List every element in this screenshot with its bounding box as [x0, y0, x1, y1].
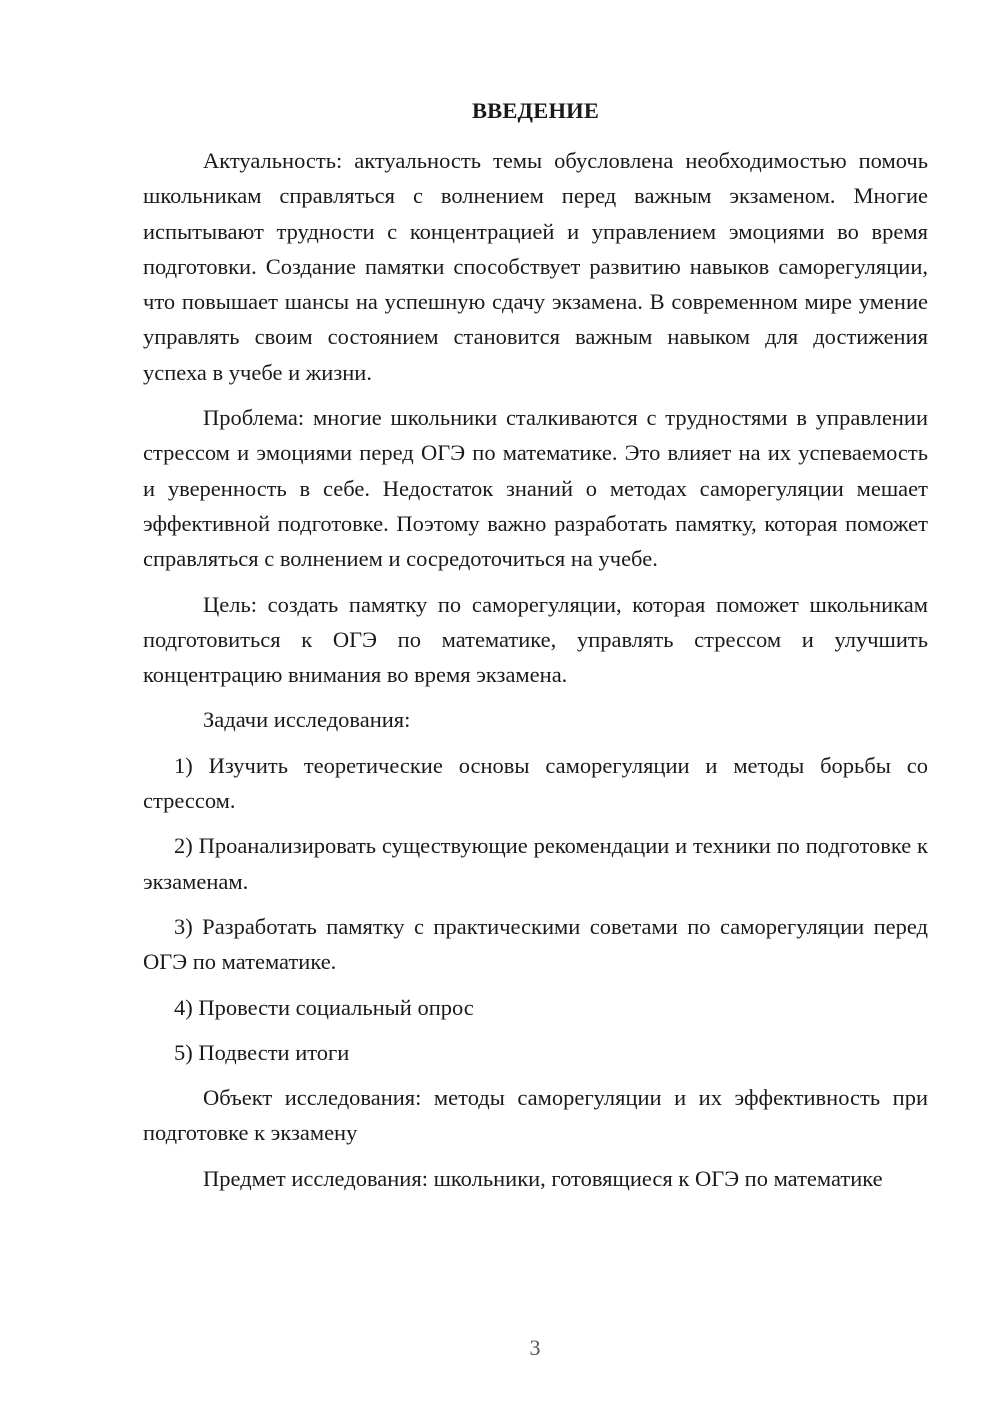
subject-paragraph: Предмет исследования: школьники, готовящиеся к ОГЭ по математике — [203, 1165, 883, 1191]
task-item-3: 3) Разработать памятку с практическими советами по саморегуляции перед ОГЭ по математике. — [143, 913, 928, 975]
page-content — [143, 91, 928, 1206]
task-item-5: 5) Подвести итоги — [174, 1039, 350, 1065]
tasks-heading: Задачи исследования: — [203, 707, 411, 733]
task-item-4: 4) Провести социальный опрос — [174, 994, 474, 1020]
object-paragraph: Объект исследования: методы саморегуляции и их эффективность при подготовке к экзамену — [143, 1085, 928, 1146]
task-item-2: 2) Проанализировать существующие рекомендации и техники по подготовке к экзаменам. — [143, 833, 928, 894]
task-item-1: 1) Изучить теоретические основы саморегуляции и методы борьбы со стрессом. — [143, 752, 928, 814]
relevance-paragraph: Актуальность: актуальность темы обусловлена необходимостью помочь школьникам справляться с волнением перед важным экзаменом. Многие испытывают трудности с концентрацией и управлением эмоциями во время подготовки. Создание памятки способствует развитию навыков саморегуляции, что повышает шансы на успешную сдачу экзамена. В современном мире умение управлять своим состоянием становится важным навыком для достижения успеха в учебе и жизни. — [143, 148, 928, 385]
page-number: 3 — [529, 1335, 541, 1360]
goal-paragraph: Цель: создать памятку по саморегуляции, которая поможет школьникам подготовиться к ОГЭ по математике, управлять стрессом и улучшить концентрацию внимания во время экзамена. — [143, 591, 928, 688]
problem-paragraph: Проблема: многие школьники сталкиваются с трудностями в управлении стрессом и эмоциями перед ОГЭ по математике. Это влияет на их успеваемость и уверенность в себе. Недостаток знаний о методах саморегуляции мешает эффективной подготовке. Поэтому важно разработать памятку, которая поможет справляться с волнением и сосредоточиться на учебе. — [143, 405, 928, 572]
section-heading: ВВЕДЕНИЕ — [471, 98, 600, 123]
